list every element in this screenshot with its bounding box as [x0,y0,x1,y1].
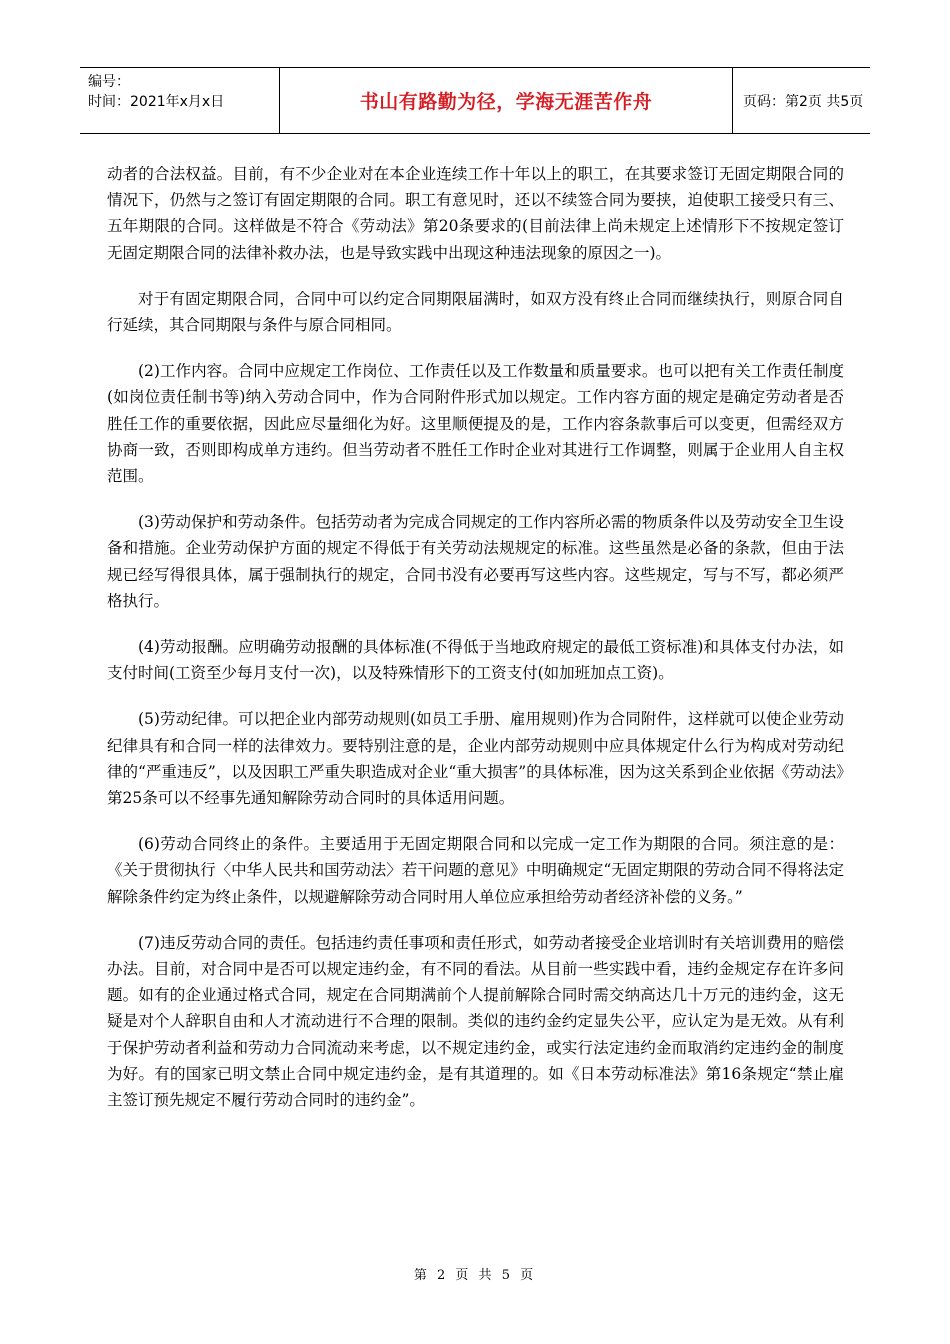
paragraph: (2)工作内容。合同中应规定工作岗位、工作责任以及工作数量和质量要求。也可以把有关工作责任制度(如岗位责任制书等)纳入劳动合同中，作为合同附件形式加以规定。工作内容方面的规定是确定劳动者是否胜任工作的重要依据，因此应尽量细化为好。这里顺便提及的是，工作内容条款事后可以变更，但需经双方协商一致，否则即构成单方违约。但当劳动者不胜任工作时企业对其进行工作调整，则属于企业用人自主权范围。 [107,362,844,486]
paragraph: (7)违反劳动合同的责任。包括违约责任事项和责任形式，如劳动者接受企业培训时有关培训费用的赔偿办法。目前，对合同中是否可以规定违约金，有不同的看法。从目前一些实践中看，违约金规定存在许多问题。如有的企业通过格式合同，规定在合同期满前个人提前解除合同时需交纳高达几十万元的违约金，这无疑是对个人辞职自由和人才流动进行不合理的限制。类似的违约金约定显失公平，应认定为是无效。从有利于保护劳动者利益和劳动力合同流动来考虑，以不规定违约金，或实行法定违约金而取消约定违约金的制度为好。有的国家已明文禁止合同中规定违约金，是有其道理的。如《日本劳动标准法》第16条规定“禁止雇主签订预先规定不履行劳动合同时的违约金”。 [107,933,844,1110]
paragraph: (6)劳动合同终止的条件。主要适用于无固定期限合同和以完成一定工作为期限的合同。须注意的是：《关于贯彻执行〈中华人民共和国劳动法〉若干问题的意见》中明确规定“无固定期限的劳动合同不得将法定解除条件约定为终止条件，以规避解除劳动合同时用人单位应承担给劳动者经济补偿的义务。” [107,835,844,906]
paragraph: (3)劳动保护和劳动条件。包括劳动者为完成合同规定的工作内容所必需的物质条件以及劳动安全卫生设备和措施。企业劳动保护方面的规定不得低于有关劳动法规规定的标准。这些虽然是必备的条款，但由于法规已经写得很具体，属于强制执行的规定，合同书没有必要再写这些内容。这些规定，写与不写，都必须严格执行。 [107,513,844,610]
paragraph: (4)劳动报酬。应明确劳动报酬的具体标准(不得低于当地政府规定的最低工资标准)和具体支付办法，如支付时间(工资至少每月支付一次)，以及特殊情形下的工资支付(如加班加点工资)。 [107,638,844,683]
header-meta [80,68,280,133]
header-page-info: 页码：第2页 共5页 [743,93,864,110]
time-label: 时间：2021年x月x日 [88,94,225,110]
document-body [107,161,844,1133]
header-motto: 书山有路勤为径，学海无涯苦作舟 [280,68,733,133]
page-header [80,67,870,134]
paragraph: 对于有固定期限合同，合同中可以约定合同期限届满时，如双方没有终止合同而继续执行，则原合同自行延续，其合同期限与条件与原合同相同。 [107,289,844,335]
paragraph: (5)劳动纪律。可以把企业内部劳动规则(如员工手册、雇用规则)作为合同附件，这样就可以使企业劳动纪律具有和合同一样的法律效力。要特别注意的是，企业内部劳动规则中应具体规定什么行为构成对劳动纪律的“严重违反”，以及因职工严重失职造成对企业“重大损害”的具体标准，因为这关系到企业依据《劳动法》第25条可以不经事先通知解除劳动合同时的具体适用问题。 [107,710,844,808]
page-footer: 第 2 页 共 5 页 [413,1268,537,1283]
number-label: 编号： [88,74,130,90]
paragraph: 动者的合法权益。目前，有不少企业对在本企业连续工作十年以上的职工，在其要求签订无固定期限合同的情况下，仍然与之签订有固定期限的合同。职工有意见时，还以不续签合同为要挟，迫使职工接受只有三、五年期限的合同。这样做是不符合《劳动法》第20条要求的(目前法律上尚未规定上述情形下不按规定签订无固定期限合同的法律补救办法，也是导致实践中出现这种违法现象的原因之一)。 [107,165,844,262]
